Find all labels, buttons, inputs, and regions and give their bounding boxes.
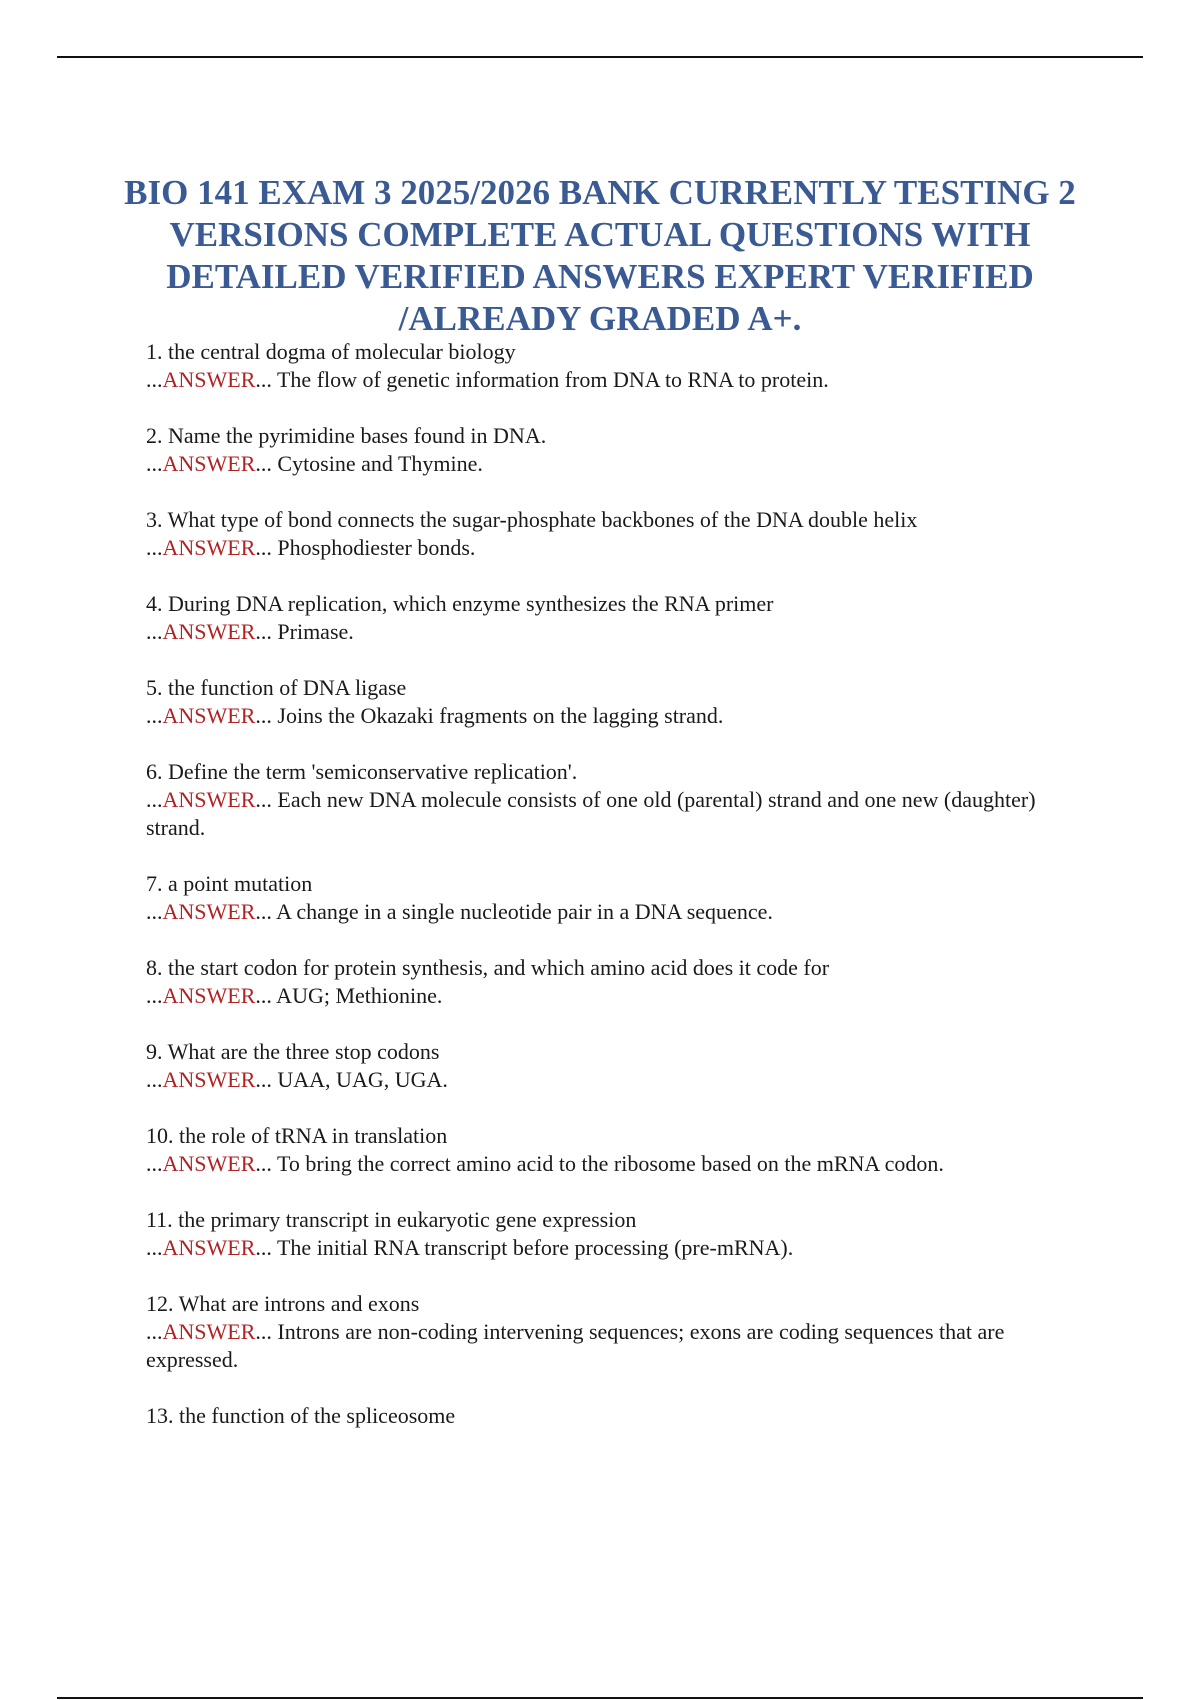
question-text: 3. What type of bond connects the sugar-phosphate backbones of the DNA double helix bbox=[146, 507, 918, 532]
qa-item bbox=[146, 590, 1070, 646]
answer-line: ...ANSWER... Primase. bbox=[146, 619, 354, 644]
question-text: 8. the start codon for protein synthesis, and which amino acid does it code for bbox=[146, 955, 830, 980]
question-text: 1. the central dogma of molecular biology bbox=[146, 339, 516, 364]
answer-text: A change in a single nucleotide pair in a DNA sequence. bbox=[271, 899, 773, 924]
answer-text: Joins the Okazaki fragments on the lagging strand. bbox=[271, 703, 724, 728]
qa-item bbox=[146, 506, 1070, 562]
answer-line: ...ANSWER... UAA, UAG, UGA. bbox=[146, 1067, 448, 1092]
answer-line: ...ANSWER... The flow of genetic information from DNA to RNA to protein. bbox=[146, 367, 829, 392]
qa-item bbox=[146, 1402, 1070, 1430]
qa-item bbox=[146, 1206, 1070, 1262]
qa-item bbox=[146, 1038, 1070, 1094]
answer-text: Cytosine and Thymine. bbox=[271, 451, 483, 476]
question-text: 11. the primary transcript in eukaryotic gene expression bbox=[146, 1207, 637, 1232]
answer-line: ...ANSWER... A change in a single nucleotide pair in a DNA sequence. bbox=[146, 899, 773, 924]
answer-line: ...ANSWER... The initial RNA transcript before processing (pre-mRNA). bbox=[146, 1235, 794, 1260]
answer-line: ...ANSWER... AUG; Methionine. bbox=[146, 983, 443, 1008]
answer-line: ...ANSWER... Introns are non-coding intervening sequences; exons are coding sequences that are expressed. bbox=[146, 1319, 1005, 1372]
answer-text: Phosphodiester bonds. bbox=[271, 535, 476, 560]
answer-line: ...ANSWER... Cytosine and Thymine. bbox=[146, 451, 483, 476]
document-title: BIO 141 EXAM 3 2025/2026 BANK CURRENTLY TESTING 2 VERSIONS COMPLETE ACTUAL QUESTIONS WITH DETAILED VERIFIED ANSWERS EXPERT VERIFIED /ALREADY GRADED A+. bbox=[124, 173, 1076, 338]
question-text: 12. What are introns and exons bbox=[146, 1291, 420, 1316]
qa-item bbox=[146, 1290, 1070, 1374]
answer-line: ...ANSWER... Each new DNA molecule consists of one old (parental) strand and one new (daughter) strand. bbox=[146, 787, 1036, 840]
question-text: 9. What are the three stop codons bbox=[146, 1039, 440, 1064]
bottom-rule bbox=[57, 1697, 1143, 1699]
qa-item bbox=[146, 674, 1070, 730]
answer-text: UAA, UAG, UGA. bbox=[271, 1067, 448, 1092]
answer-label: ANSWER bbox=[162, 703, 256, 728]
answer-text: Each new DNA molecule consists of one old (parental) strand and one new (daughter) strand. bbox=[146, 787, 1036, 840]
answer-line: ...ANSWER... Joins the Okazaki fragments on the lagging strand. bbox=[146, 703, 724, 728]
answer-label: ANSWER bbox=[162, 1319, 256, 1344]
question-text: 13. the function of the spliceosome bbox=[146, 1403, 456, 1428]
answer-text: AUG; Methionine. bbox=[271, 983, 443, 1008]
answer-label: ANSWER bbox=[162, 1151, 256, 1176]
answer-line: ...ANSWER... Phosphodiester bonds. bbox=[146, 535, 476, 560]
question-text: 4. During DNA replication, which enzyme synthesizes the RNA primer bbox=[146, 591, 774, 616]
answer-label: ANSWER bbox=[162, 899, 256, 924]
qa-list bbox=[146, 338, 1070, 1458]
qa-item bbox=[146, 422, 1070, 478]
answer-label: ANSWER bbox=[162, 367, 256, 392]
qa-item bbox=[146, 758, 1070, 842]
question-text: 7. a point mutation bbox=[146, 871, 313, 896]
answer-text: Primase. bbox=[271, 619, 354, 644]
qa-item bbox=[146, 1122, 1070, 1178]
answer-label: ANSWER bbox=[162, 1067, 256, 1092]
answer-label: ANSWER bbox=[162, 619, 256, 644]
answer-text: Introns are non-coding intervening sequences; exons are coding sequences that are expressed. bbox=[146, 1319, 1005, 1372]
top-rule bbox=[57, 56, 1143, 58]
answer-label: ANSWER bbox=[162, 535, 256, 560]
answer-label: ANSWER bbox=[162, 1235, 256, 1260]
question-text: 5. the function of DNA ligase bbox=[146, 675, 407, 700]
qa-item bbox=[146, 870, 1070, 926]
answer-label: ANSWER bbox=[162, 983, 256, 1008]
question-text: 6. Define the term 'semiconservative replication'. bbox=[146, 759, 578, 784]
qa-item bbox=[146, 338, 1070, 394]
answer-line: ...ANSWER... To bring the correct amino acid to the ribosome based on the mRNA codon. bbox=[146, 1151, 944, 1176]
answer-text: To bring the correct amino acid to the ribosome based on the mRNA codon. bbox=[271, 1151, 944, 1176]
answer-label: ANSWER bbox=[162, 451, 256, 476]
answer-label: ANSWER bbox=[162, 787, 256, 812]
qa-item bbox=[146, 954, 1070, 1010]
answer-text: The flow of genetic information from DNA to RNA to protein. bbox=[271, 367, 829, 392]
question-text: 2. Name the pyrimidine bases found in DNA. bbox=[146, 423, 547, 448]
question-text: 10. the role of tRNA in translation bbox=[146, 1123, 448, 1148]
answer-text: The initial RNA transcript before processing (pre-mRNA). bbox=[271, 1235, 794, 1260]
